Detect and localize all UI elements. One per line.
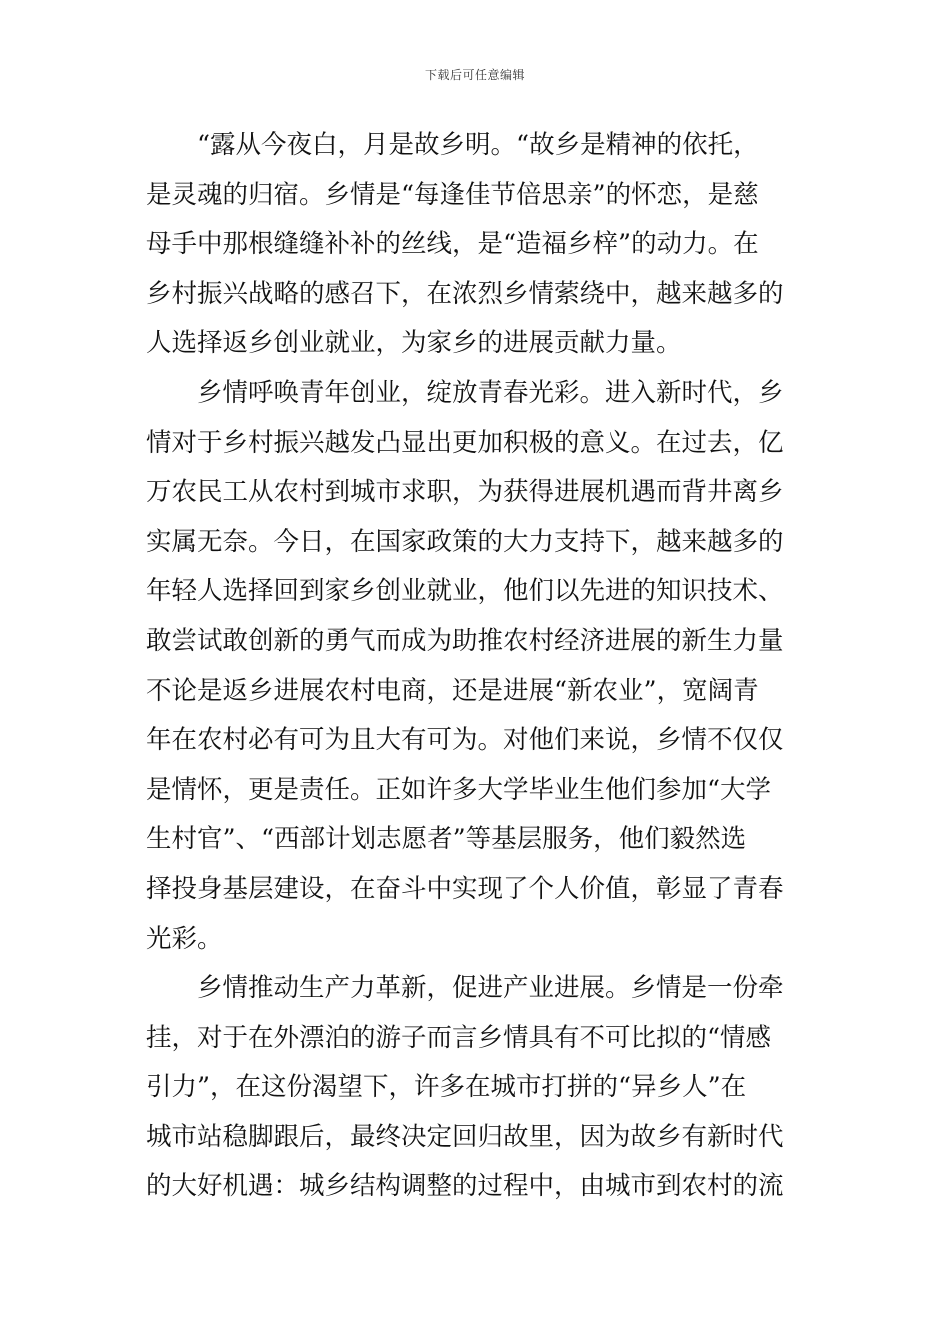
paragraph-line: 不论是返乡进展农村电商，还是进展“新农业”，宽阔青: [146, 675, 759, 706]
paragraph-line: 乡情推动生产力革新，促进产业进展。乡情是一份牵: [197, 973, 784, 1004]
paragraph-line: 母手中那根缝缝补补的丝线，是“造福乡梓”的动力。在: [146, 229, 759, 260]
paragraph-line: 乡情呼唤青年创业，绽放青春光彩。进入新时代，乡: [197, 377, 784, 408]
paragraph-line: 乡村振兴战略的感召下，在浓烈乡情萦绕中，越来越多的: [146, 278, 784, 309]
paragraph-line: 引力”，在这份渴望下，许多在城市打拼的“异乡人”在: [146, 1072, 747, 1103]
paragraph-1: [146, 121, 806, 369]
paragraph-line: 生村官”、“西部计划志愿者”等基层服务，他们毅然选: [146, 824, 747, 855]
paragraph-line: 人选择返乡创业就业，为家乡的进展贡献力量。: [146, 328, 682, 359]
paragraph-line: 万农民工从农村到城市求职，为获得进展机遇而背井离乡: [146, 477, 784, 508]
paragraph-line: 城市站稳脚跟后，最终决定回归故里，因为故乡有新时代: [146, 1121, 784, 1152]
paragraph-line: 敢尝试敢创新的勇气而成为助推农村经济进展的新生力量: [146, 625, 784, 656]
paragraph-line: 的大好机遇：城乡结构调整的过程中，由城市到农村的流: [146, 1171, 784, 1202]
paragraph-line: 是情怀，更是责任。正如许多大学毕业生他们参加“大学: [146, 774, 772, 805]
paragraph-line: 情对于乡村振兴越发凸显出更加积极的意义。在过去，亿: [146, 427, 784, 458]
paragraph-line: 挂，对于在外漂泊的游子而言乡情具有不可比拟的“情感: [146, 1022, 772, 1053]
paragraph-3: [146, 964, 806, 1212]
paragraph-2: [146, 369, 806, 964]
paragraph-line: 光彩。: [146, 923, 223, 954]
paragraph-line: 实属无奈。今日，在国家政策的大力支持下，越来越多的: [146, 526, 784, 557]
paragraph-line: 择投身基层建设，在奋斗中实现了个人价值，彰显了青春: [146, 873, 784, 904]
paragraph-line: 年轻人选择回到家乡创业就业，他们以先进的知识技术、: [146, 576, 784, 607]
page-header: 下载后可任意编辑: [424, 68, 525, 82]
paragraph-line: 是灵魂的归宿。乡情是“每逢佳节倍思亲”的怀恋，是慈: [146, 179, 759, 210]
paragraph-line: 年在农村必有可为且大有可为。对他们来说，乡情不仅仅: [146, 725, 784, 756]
paragraph-line: “露从今夜白，月是故乡明。“故乡是精神的依托，: [197, 130, 759, 160]
document-body: [146, 121, 806, 1212]
